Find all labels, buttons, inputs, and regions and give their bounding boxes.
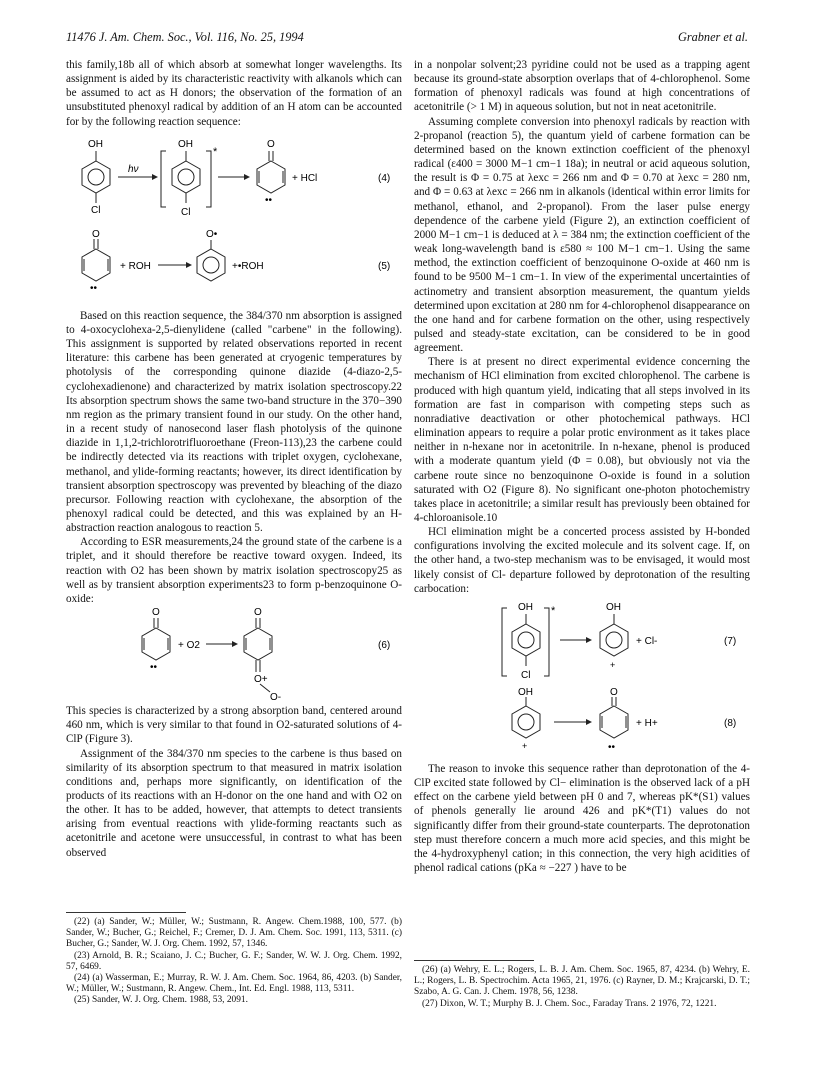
paragraph: HCl elimination might be a concerted process assisted by H-bonded configurations involving the excited molecule and its solvent cage. If, on the other hand, a two-step mechanism was to be envisaged, it would most likely consist of Cl- departure followed by deprotonation of the resulting carbocation:: [414, 526, 750, 595]
label-plus-roh: + ROH: [120, 260, 151, 272]
label-star: *: [213, 145, 218, 158]
label-o-radical: O•: [206, 228, 218, 240]
label-oh: OH: [518, 687, 533, 698]
running-header: [66, 30, 748, 48]
carbene-dots: ••: [265, 194, 273, 206]
journal-citation: 11476 J. Am. Chem. Soc., Vol. 116, No. 25, 1994: [66, 30, 304, 44]
equation-8: [414, 688, 750, 754]
footnote: (25) Sander, W. J. Org. Chem. 1988, 53, 2091.: [74, 995, 248, 1006]
footnote-rule: [66, 912, 186, 913]
label-oh: OH: [518, 601, 533, 613]
label-o: O: [267, 138, 275, 150]
label-o: O: [610, 687, 618, 698]
label-plus-h: + H+: [636, 717, 658, 729]
label-plus-hcl: + HCl: [292, 172, 318, 184]
label-plus-cl: + Cl-: [636, 635, 658, 647]
author-running-head: Grabner et al.: [677, 30, 748, 44]
label-o: O: [92, 228, 100, 240]
carbene-dots: ••: [608, 741, 616, 753]
label-plus: +: [610, 659, 616, 670]
paragraph: Assignment of the 384/370 nm species to the carbene is thus based on similarity of its absorption spectrum to that measured in matrix isolation conditions and, perhaps more significantly, on identification of the products of its reactions with an H-donor on the one hand and with O2 on the other. It has to be added, however, that attempts to detect transients arising from eventual reactions with ylide-forming reactants such as acetonitrile and acetone were unsuccessful, in contrast to what has been observed: [66, 747, 402, 859]
ring-chlorophenol: [82, 151, 110, 203]
label-o-plus: O+: [254, 674, 268, 686]
label-star: *: [551, 604, 556, 617]
label-cl: Cl: [91, 204, 101, 216]
paragraph: The reason to invoke this sequence rather than deprotonation of the 4-ClP excited state followed by Cl− elimination is the observed lack of a pH effect on the carbene yield between pH 0 and 7, whereas pK*(S1) values of phenols generally lie around 426 and pK*(T1) values do not significantly differ from their ground-state counterparts. The deprotonation step must therefore concern a much more acid species, and this might be the 4-hydroxyphenyl cation; in this connection, the very high acidities of phenol radical cations (pKa ≈ −227 ) have to be: [414, 762, 750, 875]
footnote: (24) (a) Wasserman, E.; Murray, R. W. J. Am. Chem. Soc. 1964, 86, 4203. (b) Sander, W.; Müller, W.; Sustmann, R. Angew. Chem., Int. Ed. Engl. 1988, 113, 5311.: [66, 973, 402, 995]
footnote: (23) Arnold, B. R.; Scaiano, J. C.; Bucher, G. F.; Sander, W. W. J. Org. Chem. 1992, 57, 6469.: [66, 950, 402, 972]
ring-cation: [600, 614, 628, 656]
paragraph: There is at present no direct experimental evidence concerning the mechanism of HCl elimination from excited chlorophenol. The carbene is produced with high quantum yield, indicating that all steps involved in its formation are fast in comparison with competing steps such as nonradiative deactivation or other photochemical pathways. HCl elimination appears to require a polar protic environment as it takes place neither in n-hexane nor in acetonitrile. In n-hexane, phenol is produced with a moderate quantum yield (Φ = 0.08), but obviously not via the carbene route since no benzoquinone O-oxide is found in a solution saturated with O2 (Figure 8). No significant one-photon photochemistry takes place in acetonitrile; a similar result has previously been obtained for 4-chloroanisole.10: [414, 356, 750, 524]
ring-carbene: [142, 618, 170, 660]
paragraph: Assuming complete conversion into phenoxyl radicals by reaction with 2-propanol (reaction 5), the quantum yield of carbene formation can be determined based on the known extinction coefficient of the phenoxyl radical (ε400 = 3000 M−1 cm−1 18a); in neutral or acid aqueous solution, the result is Φ = 0.75 at λexc = 266 nm and Φ = 0.70 at λexc = 280 nm, and Φ = 0.63 at λexc = 266 nm in alkanols (identical within error limits for methanol, ethanol, and 2-propanol). From the laser pulse energy dependence of the carbene yield (Figure 2), an extinction coefficient of 2000 M−1 cm−1 is deduced at λ = 384 nm; the extinction coefficient of the weak long-wavelength band is ε580 ≈ 100 M−1 cm−1. Using the same method, the extinction coefficient of benzoquinone O-oxide at 460 nm is found to be 9500 M−1 cm−1. In view of the experimental uncertainties of actinometry and transient absorption measurement, the quantum yields determined upon excitation at 280 nm for 4-chlorophenol disappearance on the one hand and for carbene formation on the other, using respectively pulsed and steady-state excitation, can be considered to be in good agreement.: [414, 115, 750, 355]
ring-cation: [512, 697, 540, 738]
equation-number: (8): [724, 717, 737, 729]
ring-carbene: [257, 151, 285, 193]
footnote: (26) (a) Wehry, E. L.; Rogers, L. B. J. Am. Chem. Soc. 1965, 87, 4234. (b) Wehry, E. L.; Rogers, L. B. Spectrochim. Acta 1965, 21, 1976. (c) Rayner, D. M.; Krajcarski, D. T.; Szabo, A. G. Can. J. Chem. 1978, 56, 1238.: [414, 965, 750, 998]
equation-number: (7): [724, 635, 737, 647]
ring-excited: [512, 614, 540, 666]
footnotes-right: [414, 965, 750, 1010]
paragraph: in a nonpolar solvent;23 pyridine could not be used as a trapping agent because its ground-state absorption overlaps that of 4-chlorophenol. Some formation of phenoxyl radicals was found at high concentrations of acetonitrile (> 1 M) in aqueous solution, but not in neat acetonitrile.: [414, 59, 750, 114]
left-column: [66, 58, 402, 860]
equation-7: [414, 596, 750, 688]
label-plus-o2: + O2: [178, 640, 200, 652]
label-o-minus: O-: [270, 692, 282, 704]
paragraph: Based on this reaction sequence, the 384/370 nm absorption is assigned to 4-oxocyclohexa-2,5-dienylidene (called "carbene" in the following). This assignment is supported by related observations reported in recent literature: this carbene has been generated at cryogenic temperatures by photolysis of the corresponding quinone diazide (4-diazo-2,5-cyclohexadienone) and characterized by matrix isolation spectroscopy.22 Its absorption spectrum shows the same two-band structure in the 370−390 nm region as the primary transient found in our study. On the other hand, in a recent study of nanosecond laser flash photolysis of the quinone diazide in 1,1,2-trichlorotrifluoroethane (Freon-113),23 the carbene could be indirectly detected via its reactions with triplet oxygen, cyclohexane, methanol, and ylide-forming reactants; however, its direct identification by transient absorption spectroscopy was prevented by bleaching of the diazo precursor. Following reaction with cyclohexane, the absorption of the phenoxyl radical could be detected, and this was explained by an H-abstraction reaction analogous to reaction 5.: [66, 309, 402, 535]
equation-4: [66, 129, 402, 229]
paragraph: According to ESR measurements,24 the ground state of the carbene is a triplet, and it should therefore be reactive toward oxygen. Indeed, its reaction with O2 has been shown by matrix isolation spectroscopy25 as well as by transient absorption experiments23 to form p-benzoquinone O-oxide:: [66, 536, 402, 605]
footnote-rule: [414, 960, 534, 961]
equation-number: (6): [378, 640, 391, 652]
paragraph: This species is characterized by a strong absorption band, centered around 460 nm, which is very similar to that found in O2-saturated solutions of 4-ClP (Figure 3).: [66, 705, 402, 746]
ring-carbene: [82, 239, 110, 281]
label-oh: OH: [178, 138, 193, 150]
equation-number: (5): [378, 260, 391, 272]
carbene-dots: ••: [150, 662, 158, 674]
label-plus-ro: +•ROH: [232, 260, 264, 272]
label-cl: Cl: [181, 206, 191, 218]
ring-phenoxyl: [197, 240, 225, 281]
footnote: (27) Dixon, W. T.; Murphy B. J. Chem. Soc., Faraday Trans. 2 1976, 72, 1221.: [422, 998, 717, 1009]
footnotes-left: [66, 917, 402, 1007]
ring-carbene: [600, 697, 628, 738]
label-o: O: [152, 607, 160, 619]
footnote: (22) (a) Sander, W.; Müller, W.; Sustmann, R. Angew. Chem.1988, 100, 577. (b) Sander, W.; Bucher, G.; Reichel, F.; Cremer, D. J. Am. Chem. Soc. 1991, 113, 5311. (c) Bucher, G.; Sander, W. J. Org. Chem. 1992, 57, 1346.: [66, 917, 402, 950]
label-plus: +: [522, 740, 528, 751]
label-o: O: [254, 607, 262, 619]
ring-excited: [172, 151, 200, 203]
equation-6: [66, 606, 402, 704]
carbene-dots: ••: [90, 282, 98, 293]
equation-5: [66, 229, 402, 293]
right-column: [414, 58, 750, 875]
label-cl: Cl: [521, 669, 531, 681]
label-hv: hν: [128, 163, 139, 175]
label-oh: OH: [88, 138, 103, 150]
label-oh: OH: [606, 601, 621, 613]
paragraph: this family,18b all of which absorb at somewhat longer wavelengths. Its assignment is aided by its characteristic reactivity with alkanols which can be assumed to act as H donors; the observation of the formation of an unsubstituted phenoxyl radical by addition of an H atom can be accounted for by the following reaction sequence:: [66, 59, 402, 128]
equation-number: (4): [378, 172, 391, 184]
